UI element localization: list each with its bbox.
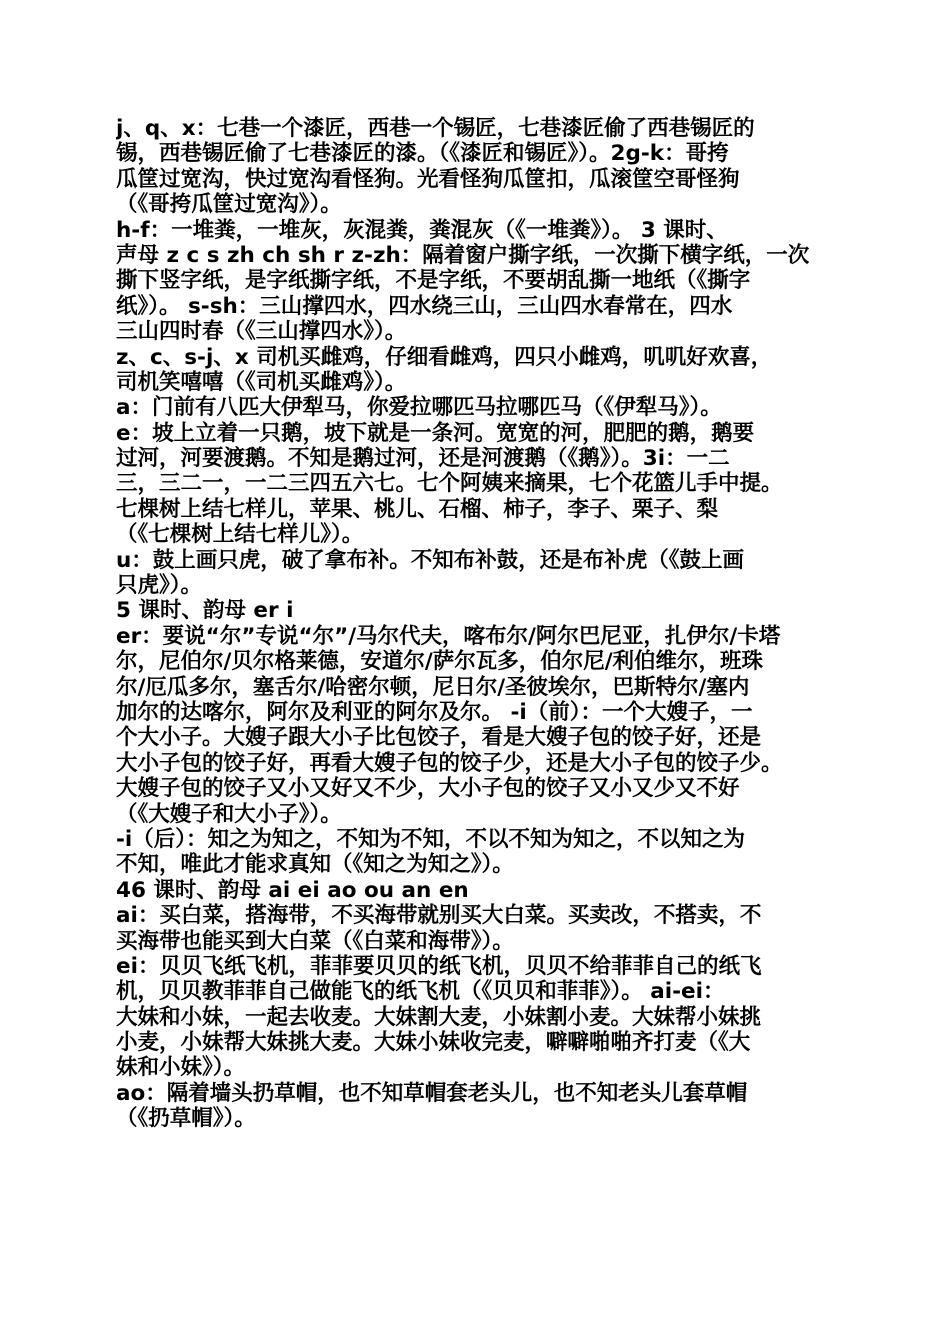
- text-line: 妹和小妹》）。: [116, 1055, 246, 1081]
- text-line: 三山四时春（《三山撑四水》）。: [116, 319, 407, 345]
- text-line: （《哥挎瓜筐过宽沟》）。: [116, 192, 342, 218]
- text-line: er：要说“尔”专说“尔”/马尔代夫，喀布尔/阿尔巴尼亚，扎伊尔/卡塔: [116, 623, 781, 649]
- text-line: 小麦，小妹帮大妹挑大麦。大妹小妹收完麦，噼噼啪啪齐打麦（《大: [116, 1030, 751, 1056]
- text-line: 瓜筐过宽沟，快过宽沟看怪狗。光看怪狗瓜筐扣，瓜滚筐空哥怪狗: [116, 166, 740, 192]
- text-line: 撕下竖字纸，是字纸撕字纸，不是字纸，不要胡乱撕一地纸（《撕字: [116, 268, 751, 294]
- text-line: 大妹和小妹，一起去收麦。大妹割大麦，小妹割小麦。大妹帮小妹挑: [116, 1004, 762, 1030]
- text-line: h-f：一堆粪，一堆灰，灰混粪，粪混灰（《一堆粪》）。 3 课时、: [116, 217, 728, 243]
- text-line: 大嫂子包的饺子又小又好又不少，大小子包的饺子又小又少又不好: [116, 776, 740, 802]
- text-line: 个大小子。大嫂子跟大小子比包饺子，看是大嫂子包的饺子好，还是: [116, 725, 762, 751]
- text-line: z、c、s-j、x 司机买雌鸡，仔细看雌鸡，四只小雌鸡，叽叽好欢喜，: [116, 344, 773, 370]
- text-line: 尔/厄瓜多尔，塞舌尔/哈密尔顿，尼日尔/圣彼埃尔，巴斯特尔/塞内: [116, 674, 750, 700]
- text-line: e：坡上立着一只鹅，坡下就是一条河。宽宽的河，肥肥的鹅，鹅要: [116, 420, 755, 446]
- tongue-twister-text: [116, 116, 852, 1132]
- text-line: 锡，西巷锡匠偷了七巷漆匠的漆。（《漆匠和锡匠》）。2g-k：哥挎: [116, 141, 729, 167]
- text-line: 七棵树上结七样儿，苹果、桃儿、石榴、柿子，李子、栗子、梨: [116, 496, 719, 522]
- text-line: 纸》）。 s-sh：三山撑四水，四水绕三山，三山四水春常在，四水: [116, 293, 733, 319]
- text-line: 只虎》）。: [116, 573, 203, 599]
- section-heading: 46 课时、韵母 ai ei ao ou an en: [116, 877, 469, 903]
- text-line: 不知，唯此才能求真知（《知之为知之》）。: [116, 852, 514, 878]
- text-line: 司机笑嘻嘻（《司机买雌鸡》）。: [116, 369, 407, 395]
- section-heading: 5 课时、韵母 er i: [116, 598, 294, 624]
- text-line: a：门前有八匹大伊犁马，你爱拉哪匹马拉哪匹马（《伊犁马》）。: [116, 395, 722, 421]
- text-line: ai：买白菜，搭海带，不买海带就别买大白菜。买卖改，不搭卖，不: [116, 903, 762, 929]
- text-line: u：鼓上画只虎，破了拿布补。不知布补鼓，还是布补虎（《鼓上画: [116, 547, 745, 573]
- text-line: 尔，尼伯尔/贝尔格莱德，安道尔/萨尔瓦多，伯尔尼/利伯维尔，班珠: [116, 649, 764, 675]
- text-line: ei：贝贝飞纸飞机，菲菲要贝贝的纸飞机，贝贝不给菲菲自己的纸飞: [116, 953, 762, 979]
- text-line: -i（后）：知之为知之，不知为不知，不以不知为知之，不以知之为: [116, 826, 746, 852]
- text-line: （《七棵树上结七样儿》）。: [116, 522, 364, 548]
- text-line: 买海带也能买到大白菜（《白菜和海带》）。: [116, 928, 514, 954]
- text-line: 三，三二一，一二三四五六七。七个阿姨来摘果，七个花篮儿手中提。: [116, 471, 783, 497]
- text-line: 机，贝贝教菲菲自己做能飞的纸飞机（《贝贝和菲菲》）。 ai-ei：: [116, 979, 725, 1005]
- text-line: j、q、x：七巷一个漆匠，西巷一个锡匠，七巷漆匠偷了西巷锡匠的: [116, 116, 755, 141]
- text-line: 加尔的达喀尔，阿尔及利亚的阿尔及尔。 -i（前）：一个大嫂子，一: [116, 699, 753, 725]
- text-line: （《大嫂子和大小子》）。: [116, 801, 342, 827]
- text-line: 过河，河要渡鹅。不知是鹅过河，还是河渡鹅（《鹅》）。3i：一二: [116, 446, 730, 472]
- text-line: 大小子包的饺子好，再看大嫂子包的饺子少，还是大小子包的饺子少。: [116, 750, 783, 776]
- text-line: ao：隔着墙头扔草帽，也不知草帽套老头儿，也不知老头儿套草帽: [116, 1080, 748, 1106]
- text-line: （《扔草帽》）。: [116, 1106, 256, 1132]
- text-line: 声母 z c s zh ch sh r z-zh：隔着窗户撕字纸，一次撕下横字纸，一次: [116, 242, 810, 268]
